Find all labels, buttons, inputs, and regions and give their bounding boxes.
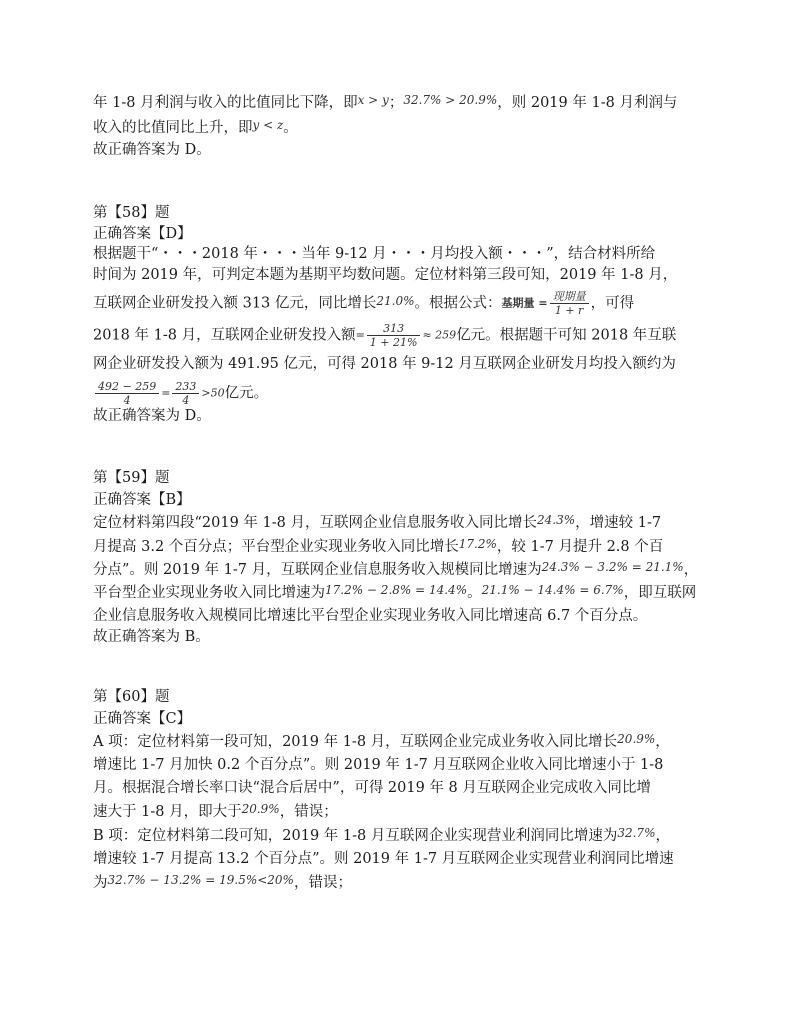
text: 。 xyxy=(467,585,482,601)
formula-lhs: 基期量 = xyxy=(501,296,548,310)
math-percent: 20.9% xyxy=(617,732,656,746)
q59-line-2 xyxy=(93,536,663,558)
math-equation: 24.3% − 3.2% = 21.1% xyxy=(541,560,684,574)
q59-line-4 xyxy=(93,582,696,604)
q60-title: 第【60】题 xyxy=(93,689,170,705)
text: ； xyxy=(388,95,404,111)
q58-line-6: $\frac{492 - 259}{4}$ = $\frac{233}{4}$ >50亿元。 xyxy=(93,380,268,407)
fraction: $\frac{313}{1 + 21\%}$ xyxy=(367,322,421,349)
q60-line-3: 月。根据混合增长率口诀“混合后居中”，可得 2019 年 8 月互联网企业完成收入同比增 xyxy=(93,780,651,796)
q60-answer: 正确答案【C】 xyxy=(93,711,192,727)
text: 。 xyxy=(283,120,298,136)
math-inequality: y < z xyxy=(252,118,284,132)
math-equation: 21.1% − 14.4% = 6.7% xyxy=(481,583,624,597)
q58-line-3 xyxy=(93,290,634,317)
text: 月提高 3.2 个百分点；平台型企业实现业务收入同比增长 xyxy=(93,539,459,555)
fraction: $\frac{233}{4}$ xyxy=(172,380,199,407)
text: 定位材料第四段“2019 年 1-8 月，互联网企业信息服务收入同比增长 xyxy=(93,515,537,531)
intro-answer: 故正确答案为 D。 xyxy=(93,142,211,158)
text: ，即互联网 xyxy=(623,585,697,601)
q59-answer-text: 故正确答案为 B。 xyxy=(93,629,210,645)
q60-line-6: 增速较 1-7 月提高 13.2 个百分点”。则 2019 年 1-7 月互联网企业实现营业利润同比增速 xyxy=(93,851,674,867)
q58-line-1: 根据题干“・・・2018 年・・・当年 9-12 月・・・月均投入额・・・”，结合材料所给 xyxy=(93,246,656,262)
q58-title: 第【58】题 xyxy=(93,205,170,221)
math-inequality: 32.7% > 20.9% xyxy=(403,93,498,107)
text: ， xyxy=(655,828,670,844)
text: 。根据公式： xyxy=(414,295,502,312)
math-percent: 24.3% xyxy=(537,513,576,527)
math-percent: 20.9% xyxy=(241,802,280,816)
text: ，增速较 1-7 xyxy=(575,515,662,531)
text: 2018 年 1-8 月，互联网企业研发投入额 xyxy=(93,327,356,344)
text: 为 xyxy=(93,875,108,891)
text: 亿元。 xyxy=(224,385,269,402)
q58-line-5: 网企业研发投入额为 491.95 亿元，可得 2018 年 9-12 月互联网企业研发月均投入额约为 xyxy=(93,356,676,372)
text: B 项：定位材料第二段可知，2019 年 1-8 月互联网企业实现营业利润同比增速为 xyxy=(93,828,618,844)
q58-line-4: 2018 年 1-8 月，互联网企业研发投入额= $\frac{313}{1 + 21\%}$ ≈ 259亿元。根据题干可知 2018 年互联 xyxy=(93,322,677,349)
text: A 项：定位材料第一段可知，2019 年 1-8 月，互联网企业完成业务收入同比增长 xyxy=(93,734,618,750)
q59-answer: 正确答案【B】 xyxy=(93,492,191,508)
math-equation: 32.7% − 13.2% = 19.5%<20% xyxy=(107,873,294,887)
math-percent: 32.7% xyxy=(617,826,656,840)
q58-answer: 正确答案【D】 xyxy=(93,226,192,242)
text: ， xyxy=(683,562,699,578)
text: 年 1-8 月利润与收入的比值同比下降，即 xyxy=(93,95,358,111)
q60-line-5 xyxy=(93,825,670,847)
text: ，较 1-7 月提升 2.8 个百 xyxy=(496,539,664,555)
q60-line-1 xyxy=(93,731,670,753)
intro-line-1 xyxy=(93,92,677,114)
q59-line-1 xyxy=(93,512,661,534)
text: 速大于 1-8 月，即大于 xyxy=(93,804,242,820)
q60-line-7 xyxy=(93,872,352,894)
text: ，可得 xyxy=(590,295,635,312)
text: 亿元。根据题干可知 2018 年互联 xyxy=(456,327,677,344)
math-percent: 21.0% xyxy=(376,293,415,308)
q60-line-2: 增速比 1-7 月加快 0.2 个百分点”。则 2019 年 1-7 月互联网企业收入同比增速小于 1-8 xyxy=(93,757,664,773)
math-equation: 17.2% − 2.8% = 14.4% xyxy=(325,583,468,597)
text: 分点”。则 2019 年 1-7 月，互联网企业信息服务收入规模同比增速为 xyxy=(93,562,542,578)
q58-line-2: 时间为 2019 年，可判定本题为基期平均数问题。定位材料第三段可知，2019 年 1-8 月， xyxy=(93,267,678,283)
fraction: $\frac{492 - 259}{4}$ xyxy=(95,380,159,407)
text: 平台型企业实现业务收入同比增速为 xyxy=(93,585,325,601)
q59-title: 第【59】题 xyxy=(93,470,170,486)
q58-answer-text: 故正确答案为 D。 xyxy=(93,408,211,424)
text: ， xyxy=(655,734,670,750)
text: ，则 2019 年 1-8 月利润与 xyxy=(497,95,678,111)
intro-line-2 xyxy=(93,117,298,139)
formula-fraction: $\frac{\text{现期量}}{1 + r}$ xyxy=(550,290,589,317)
text: ，错误； xyxy=(293,875,352,891)
q59-line-3 xyxy=(93,559,698,581)
text: ，错误； xyxy=(279,804,338,820)
text: 互联网企业研发投入额 313 亿元，同比增长 xyxy=(93,295,377,312)
math-inequality: x > y xyxy=(357,93,389,107)
math-percent: 17.2% xyxy=(458,537,497,551)
text: 收入的比值同比上升，即 xyxy=(93,120,253,136)
q59-line-5: 企业信息服务收入规模同比增速比平台型企业实现业务收入同比增速高 6.7 个百分点。 xyxy=(93,608,648,624)
q60-line-4 xyxy=(93,801,338,823)
